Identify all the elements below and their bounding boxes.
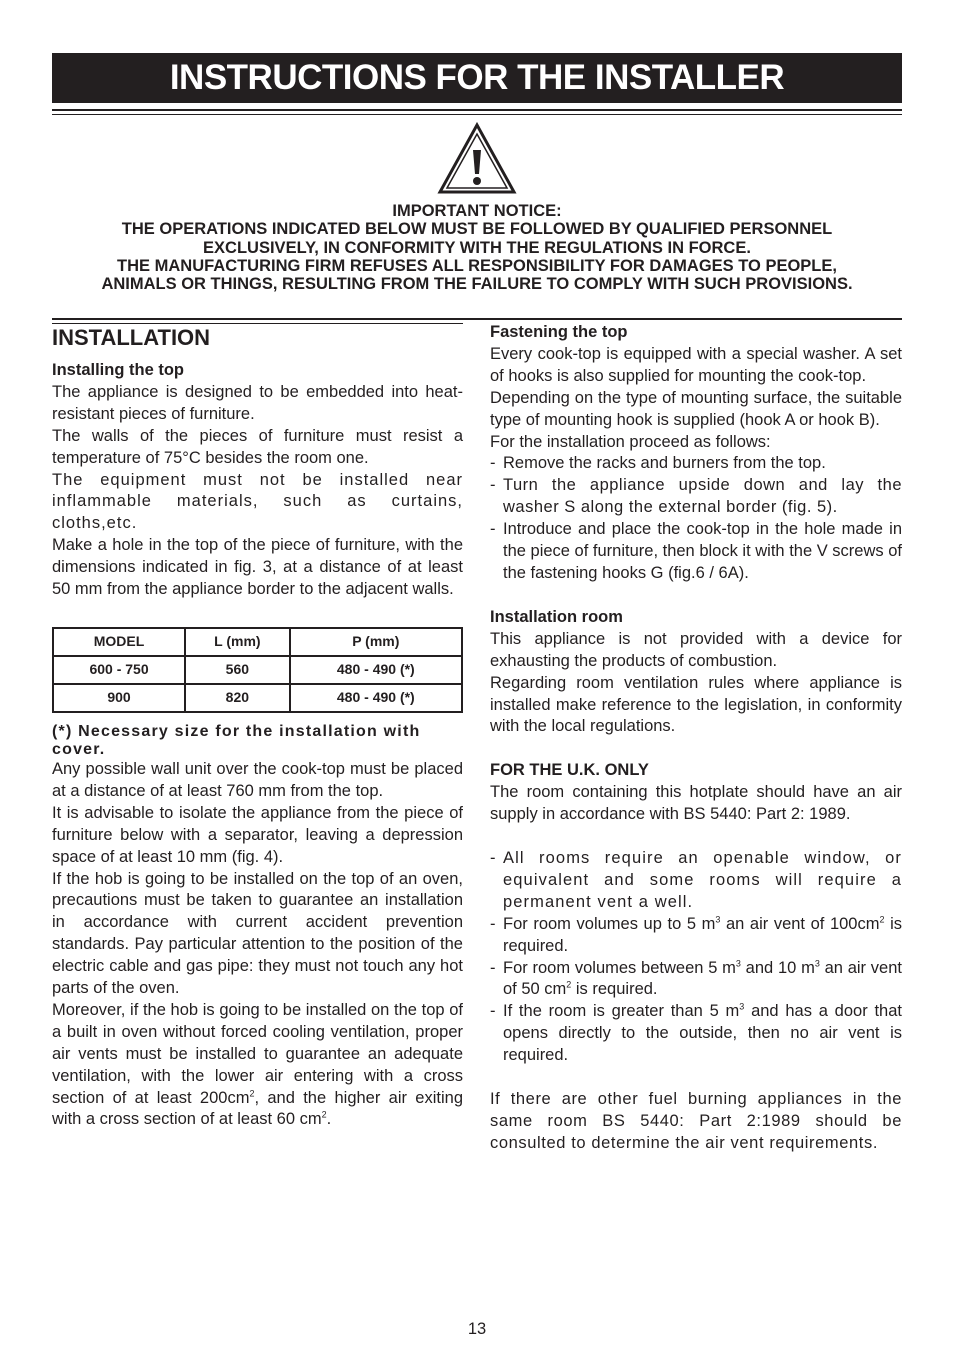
notice-line: EXCLUSIVELY, IN CONFORMITY WITH THE REGULATIONS IN FORCE. (203, 238, 751, 257)
dimensions-table (52, 627, 463, 713)
notice-line: IMPORTANT NOTICE: (392, 202, 562, 220)
paragraph: It is advisable to isolate the appliance from the piece of furniture below with a separator, leaving a depression space of at least 10 mm (fig. 4). (52, 803, 463, 866)
page-number: 13 (467, 1320, 487, 1338)
paragraph: For the installation proceed as follows: (490, 432, 771, 451)
list-item (490, 958, 902, 1002)
paragraph: The equipment must not be installed near inflammable materials, such as curtains, cloths,etc. (52, 470, 463, 533)
paragraph: If the hob is going to be installed on the top of an oven, precautions must be taken to guarantee an installation in accordance with current accident prevention standards. Pay particular attention to the position of the electric cable and gas pipe: they must not touch any hot parts of the oven. (52, 869, 463, 998)
installing-top-subheading: Installing the top (52, 361, 184, 379)
paragraph: Regarding room ventilation rules where appliance is installed make reference to the legislation, in conformity with the local regulations. (490, 673, 902, 736)
text-run: is required. (503, 914, 903, 955)
text-run: . (326, 1110, 332, 1129)
text-run: For room volumes up to 5 m (503, 914, 716, 933)
list-item-text: Introduce and place the cook-top in the hole made in the piece of furniture, then block it with the V screws of the fastening hooks G (fig.6 / 6A). (503, 520, 902, 582)
paragraph: Any possible wall unit over the cook-top must be placed at a distance of at least 760 mm from the top. (52, 759, 463, 800)
table-header: MODEL (53, 628, 185, 656)
right-column (490, 322, 902, 1155)
bullet-dash: - (490, 476, 496, 495)
installation-room-subheading: Installation room (490, 607, 623, 626)
table-note: (*) Necessary size for the installation with cover. (52, 722, 421, 758)
list-item (490, 519, 902, 585)
table-row (53, 656, 462, 684)
page-title-banner (52, 53, 902, 103)
text-run: an air vent of 100cm (720, 914, 880, 933)
spacer (490, 1067, 902, 1089)
spacer (490, 738, 902, 760)
text-run: and has a door that opens directly to the outside, then no air vent is required. (503, 1002, 902, 1065)
list-item (490, 1001, 902, 1067)
notice-line: THE MANUFACTURING FIRM REFUSES ALL RESPONSIBILITY FOR DAMAGES TO PEOPLE, (117, 256, 837, 275)
paragraph: Make a hole in the top of the piece of furniture, with the dimensions indicated in fig. 3, at a distance of at least 50 mm from the appliance border to the adjacent walls. (52, 536, 463, 599)
left-column (52, 322, 463, 1131)
uk-only-subheading: FOR THE U.K. ONLY (490, 761, 649, 780)
bullet-dash: - (490, 914, 496, 933)
fastening-subheading: Fastening the top (490, 323, 628, 341)
table-cell: 560 (185, 656, 290, 684)
text-run: , and the higher air exiting with a cross section of at least 60 cm (52, 1088, 464, 1129)
paragraph (52, 1000, 463, 1131)
list-item (490, 848, 902, 914)
paragraph: The room containing this hotplate should have an air supply in accordance with BS 5440: Part 2: 1989. (490, 783, 902, 824)
superscript: 2 (321, 1109, 327, 1120)
list-item-text (503, 914, 902, 958)
text-run: is required. (571, 980, 658, 999)
text-run: If the room is greater than 5 m (503, 1002, 740, 1021)
list-item (490, 453, 902, 475)
superscript: 3 (739, 1001, 745, 1012)
superscript: 3 (715, 914, 721, 925)
paragraph: Every cook-top is equipped with a special washer. A set of hooks is also supplied for mounting the cook-top. (490, 344, 902, 385)
important-notice (52, 202, 902, 293)
spacer (490, 826, 902, 848)
table-header-row (53, 628, 462, 656)
table-cell: 600 - 750 (53, 656, 185, 684)
table-cell: 900 (53, 684, 185, 712)
superscript: 2 (566, 979, 572, 990)
bullet-dash: - (490, 1002, 496, 1021)
bullet-dash: - (490, 454, 496, 473)
list-item-text: Turn the appliance upside down and lay the washer S along the external border (fig. 5). (503, 476, 902, 517)
paragraph: The appliance is designed to be embedded into heat-resistant pieces of furniture. (52, 382, 463, 423)
text-run: For room volumes between 5 m (503, 958, 736, 977)
table-cell: 480 - 490 (*) (290, 656, 462, 684)
notice-line: ANIMALS OR THINGS, RESULTING FROM THE FAILURE TO COMPLY WITH SUCH PROVISIONS. (101, 275, 853, 294)
paragraph: If there are other fuel burning appliances in the same room BS 5440: Part 2:1989 should be consulted to determine the air vent requirements. (490, 1090, 902, 1152)
paragraph: This appliance is not provided with a device for exhausting the products of combustion. (490, 629, 902, 670)
table-cell: 480 - 490 (*) (290, 684, 462, 712)
paragraph: The walls of the pieces of furniture must resist a temperature of 75°C besides the room one. (52, 426, 463, 467)
superscript: 3 (814, 958, 820, 969)
bullet-dash: - (490, 520, 496, 539)
superscript: 2 (249, 1088, 255, 1099)
list-item-text: Remove the racks and burners from the top. (503, 454, 826, 473)
paragraph: Depending on the type of mounting surface, the suitable type of mounting hook is supplied (hook A or hook B). (490, 388, 902, 429)
table-row (53, 684, 462, 712)
bullet-dash: - (490, 958, 496, 977)
list-item (490, 475, 902, 519)
installation-heading: INSTALLATION (52, 325, 211, 350)
section-rule (52, 318, 902, 320)
page-title: INSTRUCTIONS FOR THE INSTALLER (169, 58, 785, 97)
superscript: 3 (735, 958, 741, 969)
list-item-text (503, 1001, 902, 1067)
notice-line: THE OPERATIONS INDICATED BELOW MUST BE FOLLOWED BY QUALIFIED PERSONNEL (121, 220, 833, 239)
text-run: Moreover, if the hob is going to be installed on the top of a built in oven without forced cooling ventilation, proper air vents must be installed to guarantee an adequate ventilation, with the lower air entering with a cross section of at least 200cm (52, 1000, 463, 1107)
table-cell: 820 (185, 684, 290, 712)
text-run: an air vent of 50 cm (503, 958, 902, 999)
text-run: and 10 m (740, 958, 815, 977)
bullet-dash: - (490, 849, 496, 868)
warning-icon (437, 122, 517, 196)
table-header: P (mm) (290, 628, 462, 656)
superscript: 2 (879, 914, 885, 925)
list-item-text (503, 958, 902, 1002)
list-item-text: All rooms require an openable window, or equivalent and some rooms will require a permanent vent a well. (503, 849, 902, 911)
spacer (490, 585, 902, 607)
title-rule (52, 109, 902, 111)
title-rule-thin (52, 114, 902, 115)
list-item (490, 914, 902, 958)
table-header: L (mm) (185, 628, 290, 656)
